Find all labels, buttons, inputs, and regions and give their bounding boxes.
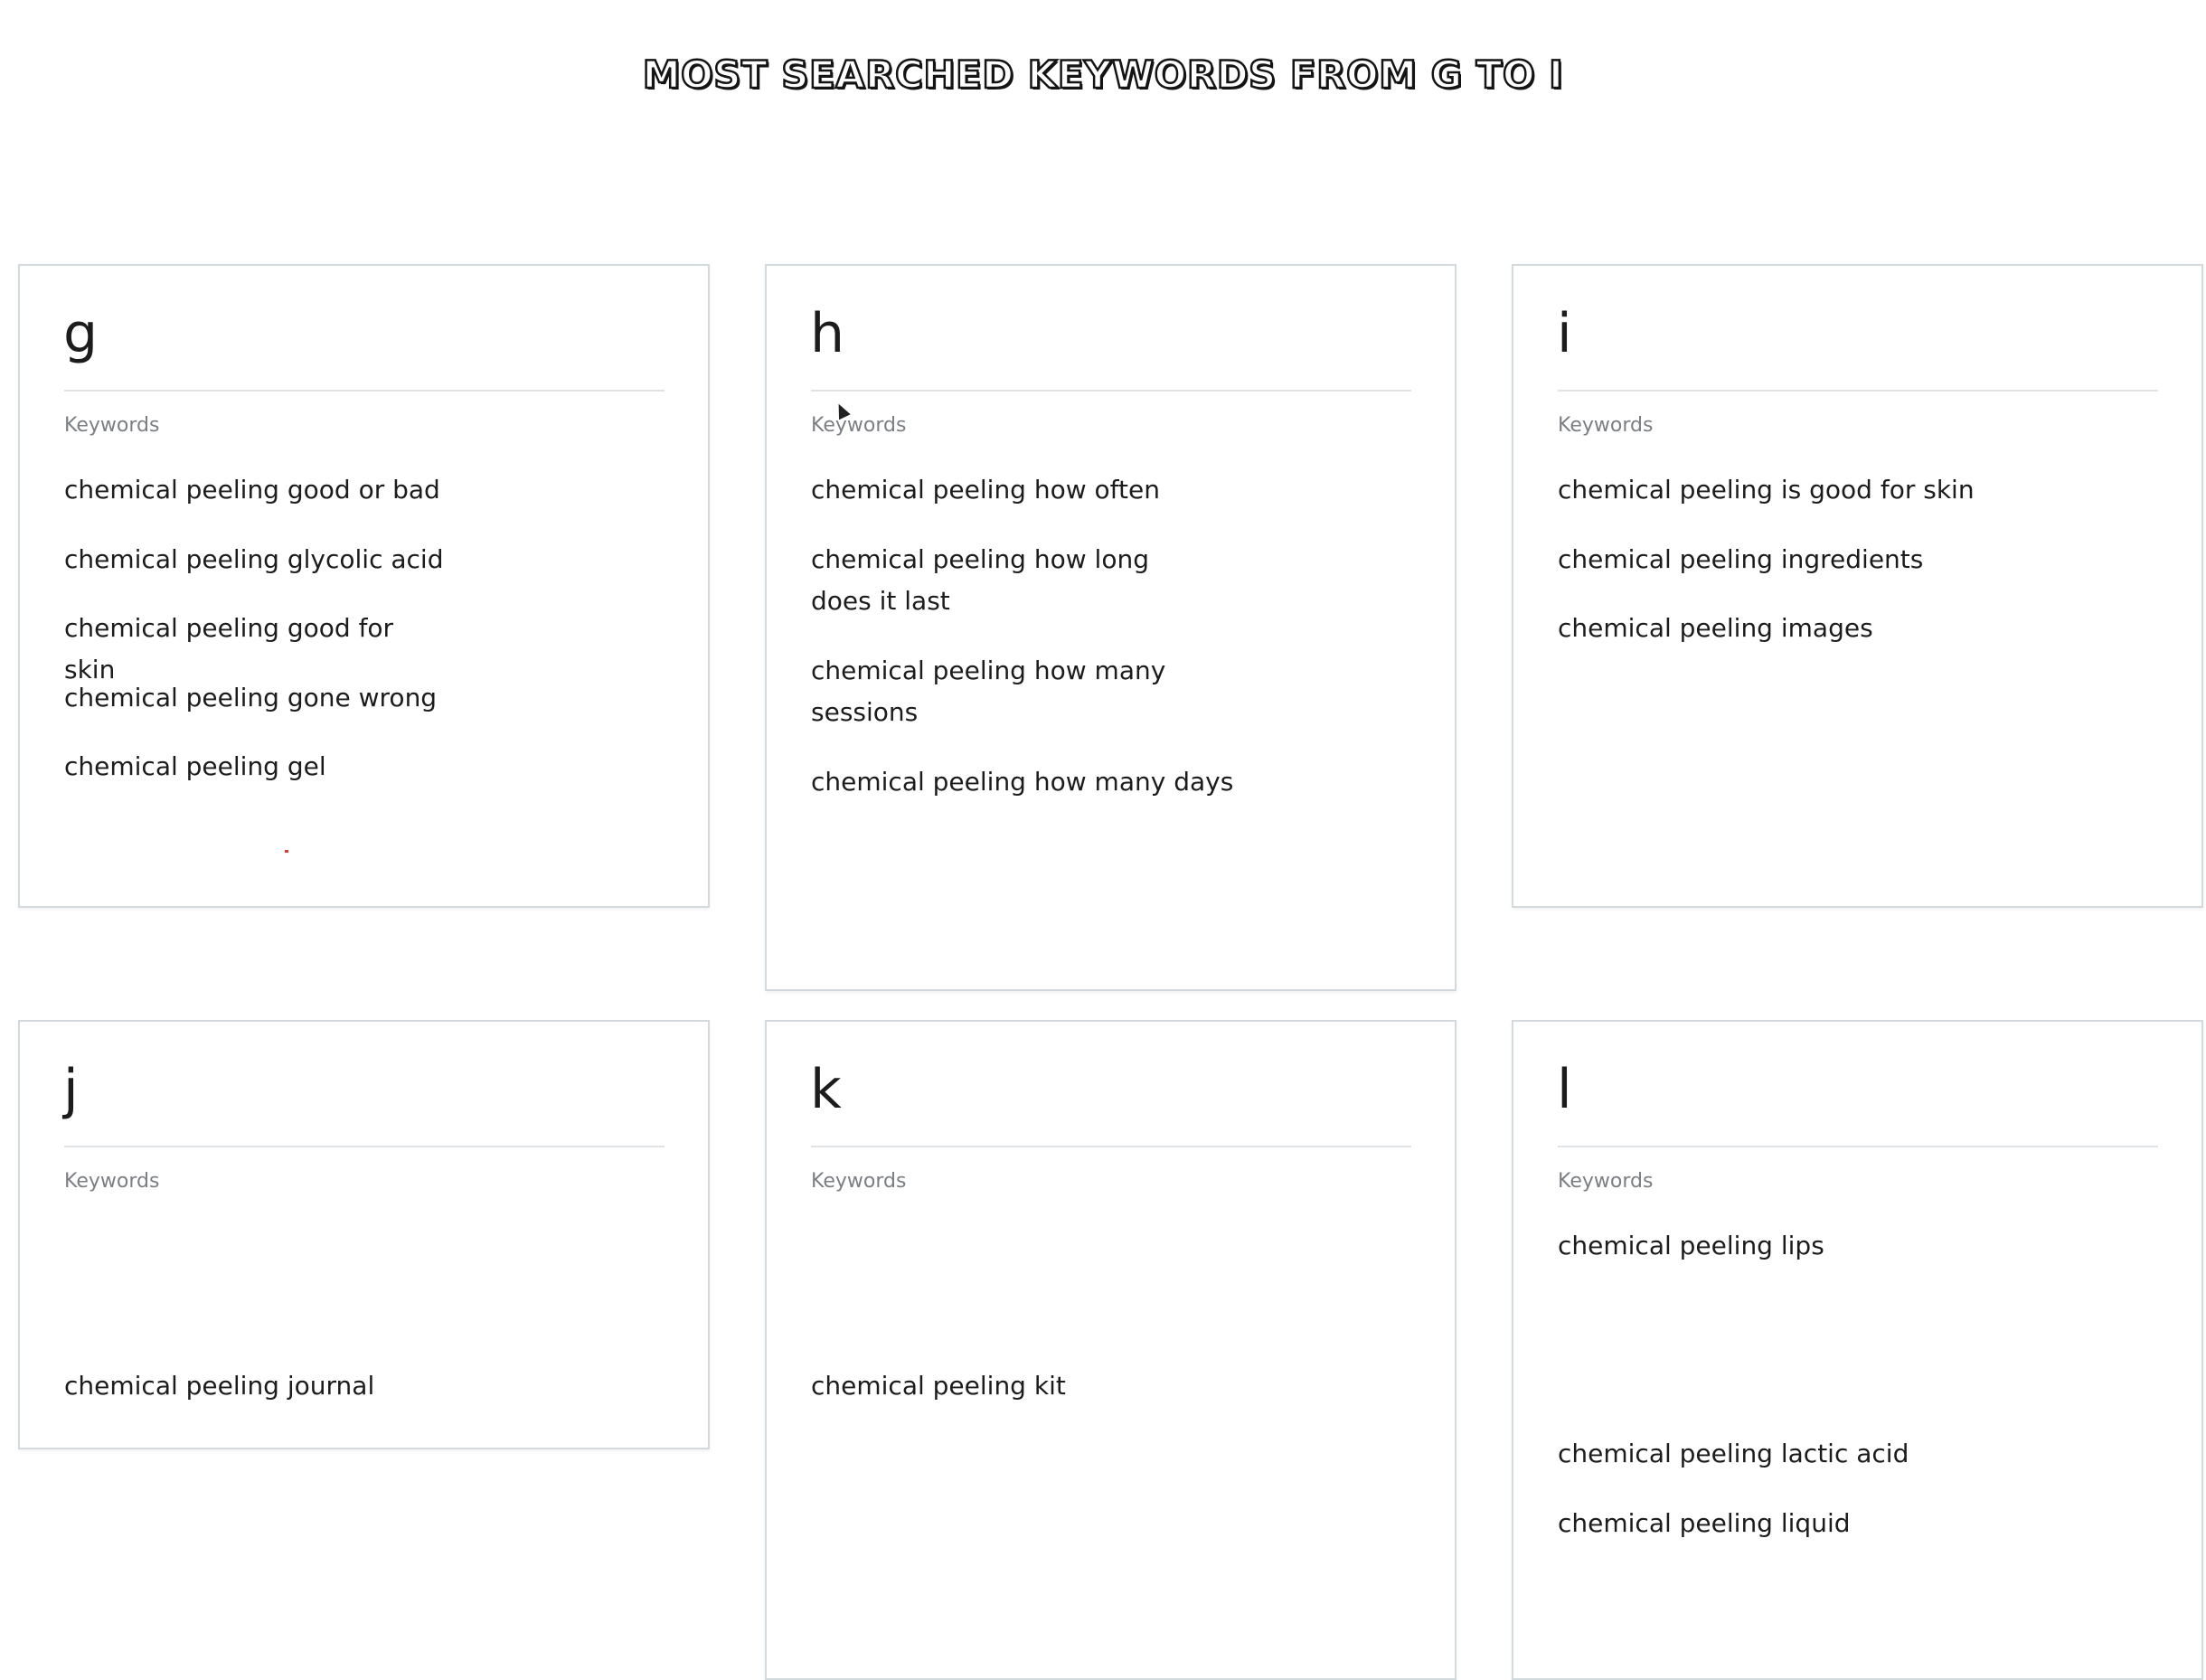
keyword-link[interactable]: chemical peeling is good for skin (1558, 475, 1975, 505)
card-divider (811, 390, 1411, 392)
keyword-link[interactable]: chemical peeling journal (64, 1371, 375, 1401)
card-letter: j (63, 1058, 79, 1121)
keyword-card-i (1512, 264, 2203, 908)
keyword-card-j (18, 1020, 710, 1449)
keywords-label: Keywords (1558, 414, 1654, 437)
keyword-link[interactable]: chemical peeling gone wrong (64, 683, 438, 713)
card-divider (811, 1146, 1411, 1147)
keyword-link[interactable]: chemical peeling liquid (1558, 1508, 1851, 1538)
keyword-link[interactable]: chemical peeling how many days (811, 767, 1234, 797)
keyword-link[interactable]: chemical peeling how many sessions (811, 656, 1166, 727)
card-letter: l (1557, 1058, 1572, 1121)
red-dot-mark (285, 850, 288, 853)
card-letter: i (1557, 302, 1572, 365)
keyword-link[interactable]: chemical peeling images (1558, 613, 1873, 643)
keyword-link[interactable]: chemical peeling good or bad (64, 475, 440, 505)
keyword-card-g (18, 264, 710, 908)
keyword-card-h (765, 264, 1457, 991)
page-title: MOST SEARCHED KEYWORDS FROM G TO I (642, 52, 1564, 97)
keywords-label: Keywords (64, 1170, 160, 1193)
card-divider (64, 1146, 665, 1147)
keyword-link[interactable]: chemical peeling lips (1558, 1231, 1824, 1260)
keyword-link[interactable]: chemical peeling good for skin (64, 613, 394, 684)
keywords-label: Keywords (811, 414, 907, 437)
keyword-card-l (1512, 1020, 2203, 1680)
keyword-link[interactable]: chemical peeling kit (811, 1371, 1066, 1401)
keyword-link[interactable]: chemical peeling how often (811, 475, 1160, 505)
card-letter: h (810, 302, 845, 365)
keyword-link[interactable]: chemical peeling gel (64, 751, 326, 781)
keyword-link[interactable]: chemical peeling glycolic acid (64, 544, 444, 574)
keyword-card-k (765, 1020, 1457, 1680)
card-divider (64, 390, 665, 392)
card-divider (1558, 390, 2158, 392)
keywords-label: Keywords (811, 1170, 907, 1193)
keywords-label: Keywords (1558, 1170, 1654, 1193)
keyword-link[interactable]: chemical peeling how long does it last (811, 544, 1149, 616)
keyword-link[interactable]: chemical peeling ingredients (1558, 544, 1924, 574)
card-letter: k (810, 1058, 842, 1121)
keyword-link[interactable]: chemical peeling lactic acid (1558, 1439, 1909, 1468)
card-divider (1558, 1146, 2158, 1147)
card-letter: g (63, 302, 99, 365)
keywords-label: Keywords (64, 414, 160, 437)
